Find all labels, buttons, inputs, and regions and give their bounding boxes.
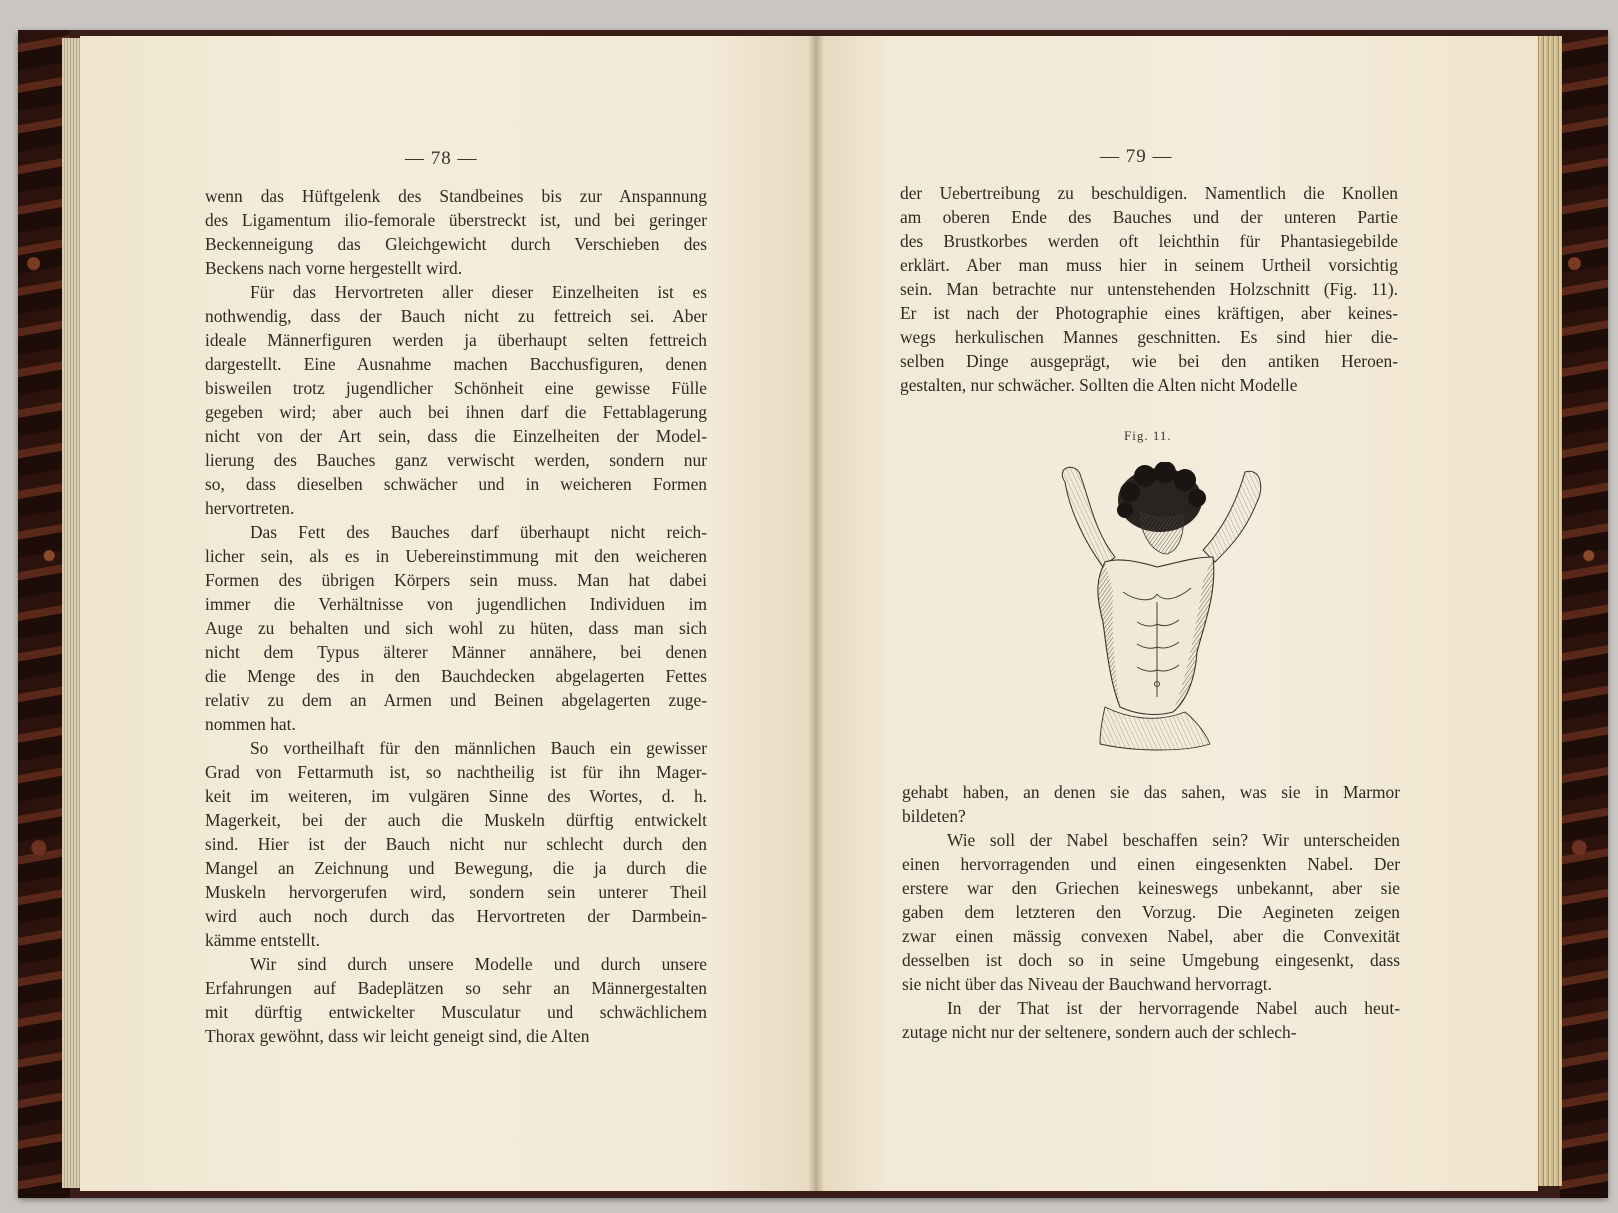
text-line: wenn das Hüftgelenk des Standbeines bis zur Anspannung [205,186,707,206]
text-line: erstere war den Griechen keineswegs unbekannt, aber sie [902,878,1400,898]
text-line: Beckens nach vorne hergestellt wird. [205,258,463,278]
text-line: sein. Man betrachte nur untenstehenden Holzschnitt (Fig. 11). [900,279,1398,299]
text-line: keit im weiteren, im vulgären Sinne des Wortes, d. h. [205,786,707,806]
text-line: licher sein, als es in Uebereinstimmung mit den weicheren [205,546,707,566]
text-line: immer die Verhältnisse von jugendlichen Individuen im [205,594,707,614]
text-line: Für das Hervortreten aller dieser Einzelheiten ist es [250,282,707,302]
text-line: In der That ist der hervorragende Nabel auch heut- [947,998,1400,1018]
marbled-cover-right [1560,30,1608,1198]
text-line: die Menge des in den Bauchdecken abgelagerten Fettes [205,666,707,686]
text-line: wegs herkulischen Mannes geschnitten. Es sind hier die- [900,327,1398,347]
book-gutter [808,36,824,1191]
text-line: So vortheilhaft für den männlichen Bauch ein gewisser [250,738,707,758]
text-line: gaben dem letzteren den Vorzug. Die Aegineten zeigen [902,902,1400,922]
text-line: wird auch noch durch das Hervortreten der Darmbein- [205,906,707,926]
text-line: desselben ist doch so in seine Umgebung eingesenkt, dass [902,950,1400,970]
text-line: sie nicht über das Niveau der Bauchwand hervorragt. [902,974,1272,994]
text-line: gegeben wird; aber auch bei ihnen darf die Fettablagerung [205,402,707,422]
text-line: relativ zu dem an Armen und Beinen abgelagerten zuge- [205,690,707,710]
text-line: bisweilen trotz jugendlicher Schönheit eine gewisse Fülle [205,378,707,398]
text-line: dargestellt. Eine Ausnahme machen Bacchusfiguren, denen [205,354,707,374]
text-line: Wir sind durch unsere Modelle und durch unsere [250,954,707,974]
text-line: Formen des übrigen Körpers sein muss. Man hat dabei [205,570,707,590]
right-page-text-top [900,181,1398,397]
text-line: Mangel an Zeichnung und Bewegung, die ja durch die [205,858,707,878]
text-line: so, dass dieselben schwächer und in weicheren Formen [205,474,707,494]
text-line: Er ist nach der Photographie eines kräftigen, aber keines- [900,303,1398,323]
text-line: nicht von der Art sein, dass die Einzelheiten der Model- [205,426,707,446]
text-line: gehabt haben, an denen sie das sahen, was sie in Marmor [902,782,1400,802]
text-line: Wie soll der Nabel beschaffen sein? Wir unterscheiden [947,830,1400,850]
text-line: nothwendig, dass der Bauch nicht zu fettreich sei. Aber [205,306,707,326]
text-line: hervortreten. [205,498,295,518]
text-line: Das Fett des Bauches darf überhaupt nicht reich- [250,522,707,542]
right-page-text-bottom [902,780,1400,1044]
text-line: Magerkeit, bei der auch die Muskeln dürftig entwickelt [205,810,707,830]
figure-caption: Fig. 11. [1124,428,1172,443]
text-line: nicht dem Typus älterer Männer annähere, bei denen [205,642,707,662]
text-line: der Uebertreibung zu beschuldigen. Namentlich die Knollen [900,183,1398,203]
engraving-male-torso-icon [1045,462,1275,752]
page-edges-right [1536,36,1562,1186]
text-line: einen hervorragenden und einen eingesenkten Nabel. Der [902,854,1400,874]
text-line: Thorax gewöhnt, dass wir leicht geneigt sind, die Alten [205,1026,590,1046]
page-edges-left [62,38,82,1188]
text-line: des Ligamentum ilio-femorale überstreckt ist, und bei geringer [205,210,707,230]
text-line: sind. Hier ist der Bauch nicht nur schlecht durch den [205,834,707,854]
text-line: Grad von Fettarmuth ist, so nachtheilig ist für ihn Mager- [205,762,707,782]
text-line: des Brustkorbes werden oft leichthin für Phantasiegebilde [900,231,1398,251]
text-line: erklärt. Aber man muss hier in seinem Urtheil vorsichtig [900,255,1398,275]
text-line: gestalten, nur schwächer. Sollten die Alten nicht Modelle [900,375,1298,395]
text-line: kämme entstellt. [205,930,320,950]
text-line: lierung des Bauches ganz verwischt werden, sondern nur [205,450,707,470]
page-number-right: — 79 — [1100,146,1173,167]
text-line: am oberen Ende des Bauches und der unteren Partie [900,207,1398,227]
page-number-left: — 78 — [405,148,478,169]
text-line: zutage nicht nur der seltenere, sondern auch der schlech- [902,1022,1297,1042]
text-line: zwar einen mässig convexen Nabel, aber die Convexität [902,926,1400,946]
text-line: nommen hat. [205,714,296,734]
left-page-text [205,184,707,1048]
text-line: Erfahrungen auf Badeplätzen so sehr an Männergestalten [205,978,707,998]
text-line: Beckenneigung das Gleichgewicht durch Verschieben des [205,234,707,254]
text-line: Muskeln hervorgerufen wird, sondern sein unterer Theil [205,882,707,902]
text-line: Auge zu behalten und sich wohl zu hüten, dass man sich [205,618,707,638]
text-line: selben Dinge ausgeprägt, wie bei den antiken Heroen- [900,351,1398,371]
text-line: ideale Männerfiguren werden ja überhaupt selten fettreich [205,330,707,350]
text-line: mit dürftig entwickelter Musculatur und schwächlichem [205,1002,707,1022]
text-line: bildeten? [902,806,966,826]
